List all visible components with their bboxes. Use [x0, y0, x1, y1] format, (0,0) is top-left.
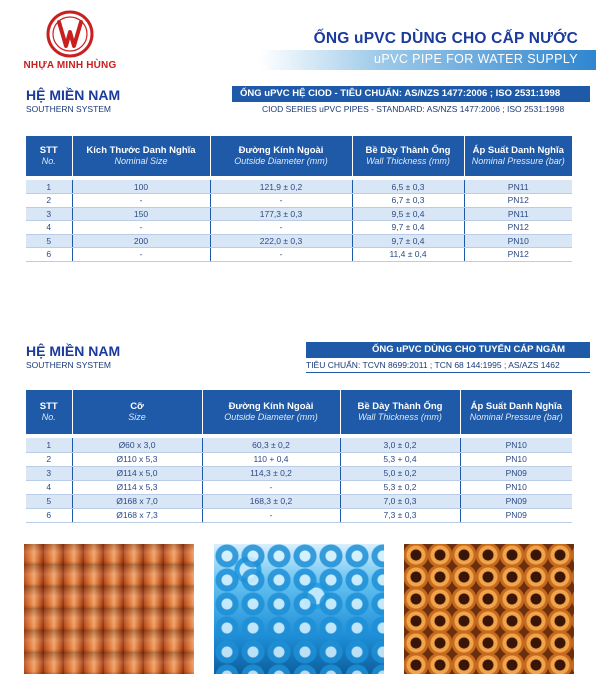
table-cell: PN11 [464, 207, 572, 221]
table-cell: 5,3 + 0,4 [340, 452, 460, 466]
section1-standard-en: CIOD SERIES uPVC PIPES - STANDARD: AS/NZS 1477:2006 ; ISO 2531:1998 [262, 104, 565, 114]
table-cell: 3,0 ± 0,2 [340, 438, 460, 452]
table-cell: Ø110 x 5,3 [72, 452, 202, 466]
cable-conduit-pipe-table [26, 390, 572, 523]
table-cell: - [72, 194, 210, 208]
column-header: Bề Dày Thành Ống Wall Thickness (mm) [340, 390, 460, 434]
section2-title: HỆ MIỀN NAM [26, 343, 121, 359]
table-row [26, 452, 572, 466]
table-cell: 7,0 ± 0,3 [340, 494, 460, 508]
table-cell: PN09 [460, 508, 572, 522]
table-cell: 6 [26, 508, 72, 522]
table-cell: 200 [72, 234, 210, 248]
table-cell: Ø114 x 5,0 [72, 466, 202, 480]
table-cell: - [202, 480, 340, 494]
table-cell: 168,3 ± 0,2 [202, 494, 340, 508]
table-cell: 4 [26, 480, 72, 494]
table-cell: Ø114 x 5,3 [72, 480, 202, 494]
table-cell: 6,5 ± 0,3 [352, 180, 464, 194]
table-row [26, 248, 572, 262]
column-header: STT No. [26, 136, 72, 176]
column-header: Bề Dày Thành Ống Wall Thickness (mm) [352, 136, 464, 176]
table-cell: - [72, 221, 210, 235]
table-cell: PN09 [460, 494, 572, 508]
table-cell: PN10 [464, 234, 572, 248]
table-cell: 9,5 ± 0,4 [352, 207, 464, 221]
section2-product-title: ỐNG uPVC DÙNG CHO TUYẾN CÁP NGẦM [372, 344, 566, 355]
table-cell: 5,3 ± 0,2 [340, 480, 460, 494]
table-cell: - [72, 248, 210, 262]
column-header: Cỡ Size [72, 390, 202, 434]
table-row [26, 180, 572, 194]
table-row [26, 466, 572, 480]
table-header-row [26, 390, 572, 434]
table-cell: 6,7 ± 0,3 [352, 194, 464, 208]
page-title: ỐNG uPVC DÙNG CHO CẤP NƯỚC [313, 30, 578, 47]
orange-pipes-photo [24, 544, 194, 674]
table-cell: Ø168 x 7,0 [72, 494, 202, 508]
table-cell: PN12 [464, 194, 572, 208]
table-cell: 5,0 ± 0,2 [340, 466, 460, 480]
ciod-pipe-table [26, 136, 572, 262]
table-cell: 150 [72, 207, 210, 221]
table-cell: PN09 [460, 466, 572, 480]
column-header: Đường Kính Ngoài Outside Diameter (mm) [210, 136, 352, 176]
table-row [26, 221, 572, 235]
table-cell: 5 [26, 234, 72, 248]
column-header: Kích Thước Danh Nghĩa Nominal Size [72, 136, 210, 176]
table-row [26, 234, 572, 248]
table-cell: 2 [26, 452, 72, 466]
table-cell: 9,7 ± 0,4 [352, 221, 464, 235]
section2-subtitle: SOUTHERN SYSTEM [26, 360, 112, 370]
logo-mark-icon [46, 10, 94, 58]
table-cell: 121,9 ± 0,2 [210, 180, 352, 194]
section1-standard-vi: ỐNG uPVC HỆ CIOD - TIÊU CHUẨN: AS/NZS 1477:2006 ; ISO 2531:1998 [240, 88, 561, 99]
table-cell: 3 [26, 466, 72, 480]
section1-title: HỆ MIỀN NAM [26, 87, 121, 103]
table-cell: 4 [26, 221, 72, 235]
table-cell: 6 [26, 248, 72, 262]
blue-pipes-photo [214, 544, 384, 674]
section1-subtitle: SOUTHERN SYSTEM [26, 104, 112, 114]
brand-name: NHỰA MINH HÙNG [23, 60, 117, 71]
table-cell: 5 [26, 494, 72, 508]
section2-standard: TIÊU CHUẨN: TCVN 8699:2011 ; TCN 68 144:1995 ; AS/AZS 1462 [306, 360, 560, 370]
table-cell: 1 [26, 180, 72, 194]
table-row [26, 438, 572, 452]
column-header: Áp Suất Danh Nghĩa Nominal Pressure (bar) [460, 390, 572, 434]
table-row [26, 508, 572, 522]
table-cell: 9,7 ± 0,4 [352, 234, 464, 248]
table-cell: 60,3 ± 0,2 [202, 438, 340, 452]
brand-logo [20, 8, 130, 78]
table-cell: 114,3 ± 0,2 [202, 466, 340, 480]
table-cell: 222,0 ± 0,3 [210, 234, 352, 248]
column-header: Đường Kính Ngoài Outside Diameter (mm) [202, 390, 340, 434]
page-subtitle: uPVC PIPE FOR WATER SUPPLY [374, 52, 578, 66]
table-cell: - [202, 508, 340, 522]
table-cell: Ø60 x 3,0 [72, 438, 202, 452]
table-cell: 7,3 ± 0,3 [340, 508, 460, 522]
column-header: Áp Suất Danh Nghĩa Nominal Pressure (bar) [464, 136, 572, 176]
table-cell: 2 [26, 194, 72, 208]
table-cell: - [210, 194, 352, 208]
table-cell: - [210, 248, 352, 262]
table-cell: PN12 [464, 248, 572, 262]
table-cell: Ø168 x 7,3 [72, 508, 202, 522]
column-header: STT No. [26, 390, 72, 434]
table-cell: 3 [26, 207, 72, 221]
table-cell: PN10 [460, 438, 572, 452]
table-row [26, 480, 572, 494]
table-cell: 177,3 ± 0,3 [210, 207, 352, 221]
table-cell: PN10 [460, 452, 572, 466]
table-cell: - [210, 221, 352, 235]
table-cell: 110 + 0,4 [202, 452, 340, 466]
table-row [26, 207, 572, 221]
table-row [26, 494, 572, 508]
table-cell: 11,4 ± 0,4 [352, 248, 464, 262]
table-row [26, 194, 572, 208]
table-cell: 1 [26, 438, 72, 452]
table-cell: PN12 [464, 221, 572, 235]
table-cell: PN11 [464, 180, 572, 194]
table-header-row [26, 136, 572, 176]
section2-standard-rule [306, 372, 590, 373]
table-cell: 100 [72, 180, 210, 194]
table-cell: PN10 [460, 480, 572, 494]
pipe-ends-photo [404, 544, 574, 674]
